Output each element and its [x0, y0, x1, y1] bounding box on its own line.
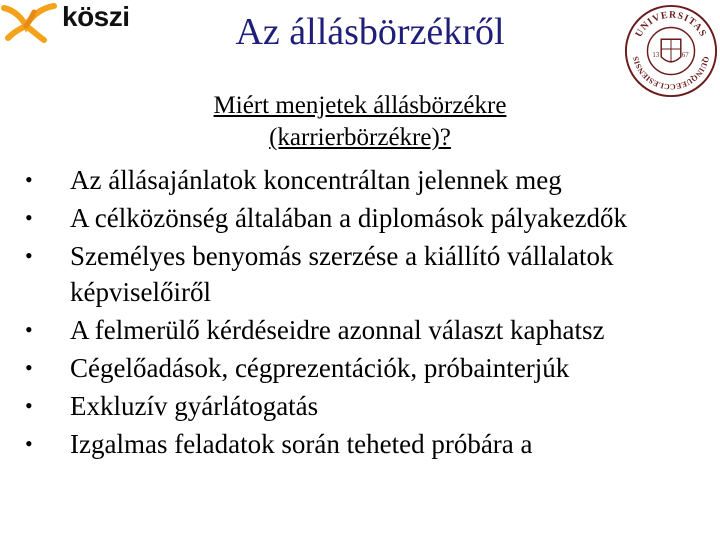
list-item-text: Cégelőadások, cégprezentációk, próbainterjúk	[70, 353, 570, 383]
list-item	[22, 238, 712, 310]
bullet-icon: •	[25, 243, 33, 268]
bullet-icon: •	[25, 317, 33, 342]
bullet-icon: •	[25, 393, 33, 418]
list-item	[22, 162, 712, 198]
list-item-text: Személyes benyomás szerzése a kiállító vállalatok képviselőiről	[70, 241, 614, 307]
list-item	[22, 312, 712, 348]
bullet-icon: •	[25, 355, 33, 380]
list-item-text: A célközönség általában a diplomások pályakezdők	[70, 203, 628, 233]
list-item-text: Az állásajánlatok koncentráltan jelennek meg	[70, 165, 562, 195]
page-title: Az állásbörzékről	[235, 11, 505, 53]
list-item	[22, 200, 712, 236]
university-seal-icon	[622, 2, 720, 100]
list-item	[22, 350, 712, 386]
koszi-logo	[0, 0, 130, 44]
list-item	[22, 426, 712, 462]
list-item-text: A felmerülő kérdéseidre azonnal választ kaphatsz	[70, 315, 605, 345]
koszi-swirl-icon	[0, 0, 60, 44]
seal-year-right: 67	[681, 51, 689, 59]
logo-text: köszi	[62, 1, 130, 32]
seal-bottom-text: QUINQUEECCLESIENSIS	[631, 55, 711, 92]
bullet-icon: •	[25, 167, 33, 192]
bullet-list	[22, 162, 712, 464]
list-item-text: Exkluzív gyárlátogatás	[70, 391, 319, 421]
subtitle: Miért menjetek állásbörzékre (karrierbörzékre)?	[213, 92, 507, 151]
seal-top-text: UNIVERSITAS	[633, 9, 709, 40]
bullet-icon: •	[25, 431, 33, 456]
bullet-icon: •	[25, 205, 33, 230]
list-item	[22, 388, 712, 424]
list-item-text: Izgalmas feladatok során teheted próbára a	[70, 429, 533, 459]
seal-year-left: 13	[652, 51, 660, 59]
